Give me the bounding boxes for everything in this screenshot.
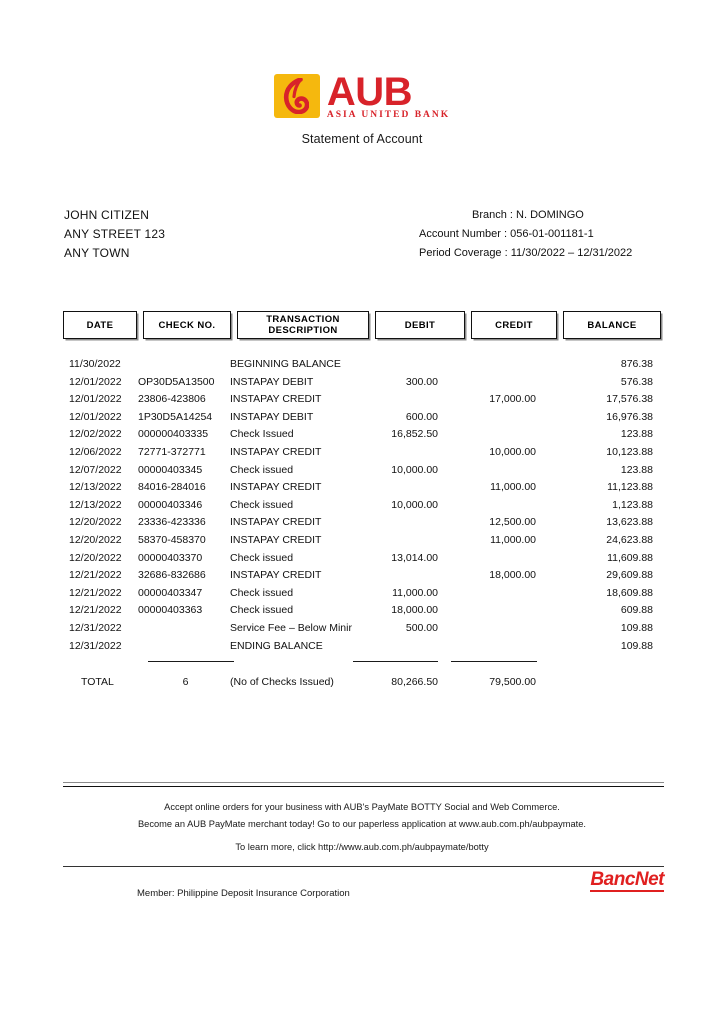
column-header-debit: DEBIT: [375, 311, 465, 339]
row-check-no: 23806-423806: [138, 393, 206, 406]
aub-tagline: ASIA UNITED BANK: [326, 110, 451, 120]
row-check-no: 23336-423336: [138, 516, 206, 529]
row-date: 12/31/2022: [69, 639, 122, 652]
row-balance: 11,123.88: [607, 481, 653, 494]
row-credit: 10,000.00: [489, 445, 536, 458]
footer-divider-bottom: [63, 866, 664, 867]
row-check-no: 00000403346: [138, 498, 203, 511]
row-description: INSTAPAY CREDIT: [230, 569, 322, 582]
table-row: [63, 409, 664, 427]
row-date: 12/21/2022: [69, 569, 122, 582]
promotional-footer: [0, 799, 724, 856]
row-check-no: 58370-458370: [138, 533, 206, 546]
aub-logo: [274, 70, 451, 121]
row-date: 12/01/2022: [69, 393, 122, 406]
customer-address-line2: ANY TOWN: [64, 246, 130, 260]
table-row: [63, 620, 664, 638]
row-debit: 11,000.00: [392, 586, 438, 599]
table-row: [63, 638, 664, 656]
account-number-value: 056-01-001181-1: [510, 228, 594, 240]
row-description: Check issued: [230, 586, 294, 599]
bancnet-label: BancNet: [590, 869, 664, 890]
total-rule-debit: [353, 661, 438, 662]
table-row: [63, 374, 664, 392]
row-description: Check Issued: [230, 428, 294, 441]
row-balance: 18,609.88: [606, 586, 653, 599]
bancnet-logo: [590, 870, 664, 892]
promo-line-2: Become an AUB PayMate merchant today! Go to our paperless application at www.aub.com.ph/aubpaymate.: [137, 819, 587, 829]
table-row: [63, 550, 664, 568]
total-note: (No of Checks Issued): [230, 676, 334, 688]
column-header-balance: BALANCE: [563, 311, 661, 339]
period-coverage-row: [419, 244, 632, 263]
promo-line-3: To learn more, click http://www.aub.com.ph/aubpaymate/botty: [235, 842, 489, 852]
column-header-check-no: CHECK NO.: [143, 311, 231, 339]
letterhead: [0, 70, 724, 123]
row-check-no: 00000403347: [138, 586, 203, 599]
row-credit: 17,000.00: [489, 393, 536, 406]
row-balance: 109.88: [620, 621, 653, 634]
row-credit: 12,500.00: [489, 516, 536, 529]
page-title: Statement of Account: [301, 132, 423, 146]
row-date: 12/06/2022: [69, 445, 122, 458]
row-description: INSTAPAY CREDIT: [230, 516, 322, 529]
row-debit: 600.00: [405, 410, 438, 423]
branch-value: N. DOMINGO: [516, 209, 584, 221]
customer-name: JOHN CITIZEN: [64, 208, 150, 222]
row-date: 12/13/2022: [69, 481, 122, 494]
row-credit: 11,000.00: [490, 481, 536, 494]
row-check-no: 1P30D5A14254: [138, 410, 213, 423]
row-balance: 576.38: [620, 375, 653, 388]
row-description: INSTAPAY CREDIT: [230, 445, 322, 458]
row-date: 12/01/2022: [69, 375, 122, 388]
row-description: BEGINNING BALANCE: [230, 358, 341, 370]
customer-address-line1: ANY STREET 123: [64, 227, 166, 241]
row-check-no: 32686-832686: [138, 569, 206, 582]
row-description: INSTAPAY CREDIT: [230, 533, 322, 546]
row-description: Check issued: [230, 604, 294, 617]
column-header-date: DATE: [63, 311, 137, 339]
table-row: [63, 356, 664, 374]
row-description: Check issued: [230, 551, 294, 564]
row-balance: 609.88: [620, 604, 653, 617]
row-date: 11/30/2022: [69, 358, 121, 370]
row-debit: 18,000.00: [391, 604, 438, 617]
column-header-transaction-description: [237, 311, 369, 339]
table-row: [63, 462, 664, 480]
table-row: [63, 426, 664, 444]
total-debit: 80,266.50: [391, 676, 438, 688]
row-date: 12/07/2022: [69, 463, 122, 476]
row-date: 12/20/2022: [69, 533, 122, 546]
row-description: INSTAPAY CREDIT: [230, 481, 322, 494]
row-balance: 16,976.38: [606, 410, 653, 423]
total-checks-count: 6: [182, 676, 189, 688]
row-check-no: 72771-372771: [138, 445, 206, 458]
total-rule-credit: [451, 661, 537, 662]
total-rule-check: [148, 661, 234, 662]
aub-logo-text: [326, 70, 451, 121]
row-check-no: 00000403345: [138, 463, 203, 476]
row-credit: 11,000.00: [490, 533, 536, 546]
total-label: TOTAL: [81, 676, 114, 688]
account-number-row: [419, 225, 632, 244]
row-check-no: 84016-284016: [138, 481, 206, 494]
row-balance: 13,623.88: [606, 516, 653, 529]
row-check-no: OP30D5A13500: [138, 375, 215, 388]
column-header-desc-line2: DESCRIPTION: [268, 325, 338, 336]
table-row: [63, 444, 664, 462]
table-row: [63, 479, 664, 497]
table-row: [63, 532, 664, 550]
row-balance: 10,123.88: [606, 445, 653, 458]
row-balance: 1,123.88: [612, 498, 653, 511]
transactions-list: [63, 356, 664, 655]
row-description: Check issued: [230, 463, 294, 476]
column-header-desc-line1: TRANSACTION: [266, 314, 340, 325]
row-check-no: 00000403363: [138, 604, 203, 617]
row-debit: 10,000.00: [391, 463, 438, 476]
row-debit: 13,014.00: [391, 551, 438, 564]
row-balance: 17,576.38: [606, 393, 653, 406]
row-description: Service Fee – Below Minir: [230, 621, 352, 634]
row-date: 12/02/2022: [69, 428, 122, 441]
table-row: [63, 514, 664, 532]
row-date: 12/20/2022: [69, 551, 122, 564]
column-header-credit: CREDIT: [471, 311, 557, 339]
table-row: [63, 602, 664, 620]
row-debit: 10,000.00: [391, 498, 438, 511]
row-description: INSTAPAY CREDIT: [230, 393, 322, 406]
total-row: [63, 672, 664, 692]
row-description: INSTAPAY DEBIT: [230, 375, 314, 388]
account-number-label: Account Number :: [419, 228, 508, 240]
row-balance: 123.88: [620, 463, 653, 476]
promo-line-1: Accept online orders for your business with AUB's PayMate BOTTY Social and Web Commerce.: [164, 802, 560, 812]
table-row: [63, 391, 664, 409]
row-date: 12/13/2022: [69, 498, 122, 511]
row-debit: 16,852.50: [391, 428, 438, 441]
row-balance: 29,609.88: [606, 569, 653, 582]
row-date: 12/21/2022: [69, 586, 122, 599]
pdic-member-text: Member: Philippine Deposit Insurance Corporation: [137, 888, 350, 899]
row-date: 12/01/2022: [69, 410, 122, 423]
row-description: Check issued: [230, 498, 294, 511]
aub-abbreviation: AUB: [326, 70, 412, 114]
row-description: INSTAPAY DEBIT: [230, 410, 314, 423]
row-debit: 500.00: [405, 621, 438, 634]
aub-logo-mark-icon: [274, 74, 320, 118]
row-date: 12/20/2022: [69, 516, 122, 529]
footer-divider-top: [63, 782, 664, 787]
total-credit: 79,500.00: [489, 676, 536, 688]
bancnet-underline: [590, 890, 664, 892]
row-description: ENDING BALANCE: [230, 639, 323, 652]
transactions-table-header: [63, 311, 664, 341]
table-row: [63, 497, 664, 515]
row-credit: 18,000.00: [489, 569, 536, 582]
row-check-no: 000000403335: [138, 428, 209, 441]
period-coverage-label: Period Coverage :: [419, 247, 508, 259]
row-balance: 11,609.88: [607, 551, 653, 564]
row-date: 12/31/2022: [69, 621, 122, 634]
table-row: [63, 567, 664, 585]
branch-row: [419, 206, 632, 225]
row-balance: 109.88: [620, 639, 653, 652]
row-balance: 123.88: [620, 428, 653, 441]
account-details: [419, 206, 632, 263]
customer-address: [64, 206, 165, 263]
row-balance: 24,623.88: [606, 533, 653, 546]
total-underlines: [63, 661, 664, 664]
table-row: [63, 585, 664, 603]
row-debit: 300.00: [405, 375, 438, 388]
row-date: 12/21/2022: [69, 604, 122, 617]
row-balance: 876.38: [620, 358, 653, 370]
branch-label: Branch :: [472, 209, 513, 221]
row-check-no: 00000403370: [138, 551, 203, 564]
period-coverage-value: 11/30/2022 – 12/31/2022: [510, 247, 633, 259]
